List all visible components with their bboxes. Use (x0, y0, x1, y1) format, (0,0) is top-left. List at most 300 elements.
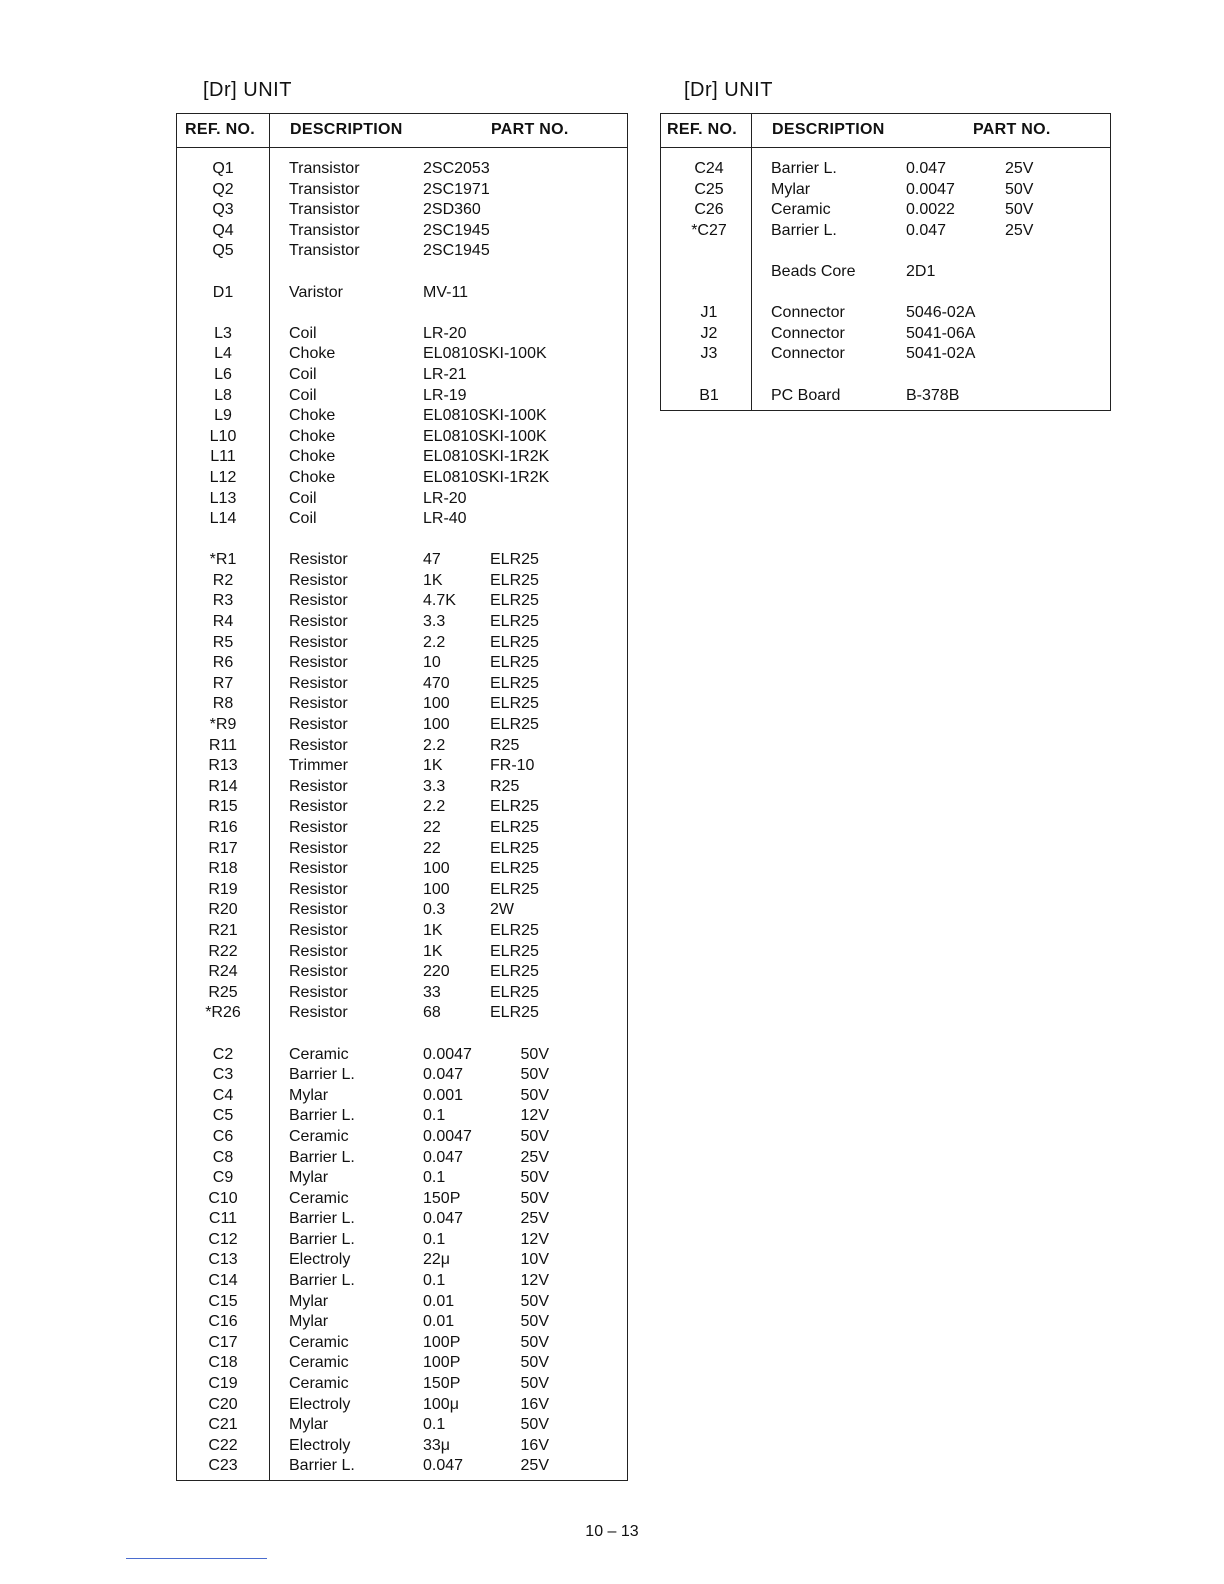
ref-no-cell: C18 (208, 1354, 238, 1372)
ref-no-cell: Q1 (212, 160, 234, 177)
value-cell: 33 (423, 983, 441, 1001)
ref-no-cell: L12 (209, 468, 237, 486)
table-row (177, 1312, 627, 1333)
ref-no-cell: C23 (208, 1457, 238, 1475)
value-cell: 2SD360 (423, 201, 481, 219)
value-cell: 0.047 (423, 1066, 464, 1084)
value-cell: 33μ (423, 1436, 451, 1454)
value-cell: 0.01 (423, 1292, 455, 1310)
description-cell: Ceramic (289, 1333, 349, 1351)
description-cell: Resistor (289, 983, 348, 1001)
value-cell: 3.3 (423, 777, 446, 795)
table-row (661, 344, 1110, 365)
rating-cell: 25V (520, 1210, 549, 1228)
rating-cell: 2W (490, 901, 514, 919)
ref-no-cell: B1 (699, 386, 719, 404)
rating-cell: ELR25 (490, 860, 539, 878)
ref-no-cell: R20 (208, 901, 238, 919)
rating-cell: 16V (520, 1395, 549, 1413)
description-cell: Transistor (289, 201, 360, 219)
description-cell: Barrier L. (289, 1107, 355, 1125)
description-cell: Ceramic (289, 1045, 349, 1063)
ref-no-cell: R19 (208, 880, 238, 898)
table-row (177, 715, 627, 736)
table-row (177, 612, 627, 633)
ref-no-cell: C6 (212, 1127, 234, 1145)
rating-cell: 50V (520, 1375, 549, 1393)
ref-no-cell: J2 (700, 324, 718, 342)
rating-cell: ELR25 (490, 551, 539, 569)
value-cell: MV-11 (423, 283, 469, 301)
ref-no-cell: Q3 (212, 201, 234, 219)
rating-cell: 50V (520, 1416, 549, 1434)
table-row (177, 962, 627, 983)
table-row (177, 180, 627, 201)
right-table-header (661, 114, 1110, 148)
table-row (177, 942, 627, 963)
ref-no-cell: R13 (208, 757, 238, 775)
rating-cell: 50V (520, 1066, 549, 1084)
description-cell: Resistor (289, 1004, 348, 1022)
table-row (177, 674, 627, 695)
ref-no-cell: C19 (208, 1375, 238, 1393)
ref-no-cell: L3 (214, 324, 232, 342)
ref-no-cell: C15 (208, 1292, 238, 1310)
rating-cell: 50V (520, 1169, 549, 1187)
description-cell: Resistor (289, 839, 348, 857)
part-no-header: PART NO. (491, 121, 569, 138)
value-cell: 2SC2053 (423, 160, 490, 177)
value-cell: 0.1 (423, 1272, 446, 1290)
value-cell: LR-40 (423, 510, 467, 528)
description-cell: Resistor (289, 674, 348, 692)
value-cell: 22μ (423, 1251, 451, 1269)
ref-no-cell: C4 (212, 1086, 234, 1104)
description-header: DESCRIPTION (772, 121, 885, 138)
rating-cell: 25V (1005, 221, 1034, 239)
description-cell: Resistor (289, 798, 348, 816)
table-row (177, 324, 627, 345)
description-cell: Varistor (289, 283, 343, 301)
description-cell: Connector (771, 304, 845, 322)
table-row (177, 1003, 627, 1024)
spacer-row (177, 303, 627, 324)
description-cell: Connector (771, 345, 845, 363)
ref-no-cell: R15 (208, 798, 238, 816)
table-row (177, 859, 627, 880)
rating-cell: ELR25 (490, 695, 539, 713)
description-cell: Coil (289, 365, 317, 383)
ref-no-cell: R17 (208, 839, 238, 857)
description-cell: Barrier L. (289, 1230, 355, 1248)
description-cell: Resistor (289, 695, 348, 713)
spacer-row (661, 283, 1110, 304)
table-row (177, 1374, 627, 1395)
ref-no-cell: D1 (212, 283, 234, 301)
value-cell: 0.047 (906, 160, 947, 177)
value-cell: 10 (423, 654, 441, 672)
rating-cell: 25V (520, 1457, 549, 1475)
value-cell: 150P (423, 1375, 461, 1393)
table-row (177, 1106, 627, 1127)
table-row (177, 1271, 627, 1292)
ref-no-cell: C24 (694, 160, 724, 177)
table-row (177, 1209, 627, 1230)
rating-cell: 50V (1005, 180, 1034, 198)
table-row (177, 880, 627, 901)
ref-no-cell: L8 (214, 386, 232, 404)
ref-no-cell: C5 (212, 1107, 234, 1125)
ref-no-cell: L13 (209, 489, 237, 507)
rating-cell: 25V (1005, 160, 1034, 177)
ref-no-cell: Q2 (212, 180, 234, 198)
description-cell: Resistor (289, 592, 348, 610)
ref-no-cell: R18 (208, 860, 238, 878)
table-row (177, 1189, 627, 1210)
ref-no-cell: *R1 (209, 551, 237, 569)
rating-cell: ELR25 (490, 1004, 539, 1022)
rating-cell: 50V (520, 1086, 549, 1104)
value-cell: 100 (423, 860, 450, 878)
description-cell: Coil (289, 510, 317, 528)
value-cell: 0.1 (423, 1107, 446, 1125)
table-row (177, 489, 627, 510)
table-row (177, 1353, 627, 1374)
table-row (177, 241, 627, 262)
table-row (177, 221, 627, 242)
table-row (177, 1086, 627, 1107)
rating-cell: ELR25 (490, 613, 539, 631)
description-cell: Coil (289, 489, 317, 507)
table-row (177, 633, 627, 654)
table-row (177, 839, 627, 860)
ref-no-cell: C9 (212, 1169, 234, 1187)
ref-no-cell: Q4 (212, 221, 234, 239)
table-row (661, 386, 1110, 407)
value-cell: 1K (423, 571, 443, 589)
ref-no-cell: R6 (212, 654, 234, 672)
value-cell: 100 (423, 716, 450, 734)
description-cell: Resistor (289, 963, 348, 981)
value-cell: 22 (423, 839, 441, 857)
table-row (177, 1415, 627, 1436)
page-number: 10 – 13 (585, 1523, 639, 1540)
ref-no-cell: *R26 (205, 1004, 241, 1022)
value-cell: 0.0022 (906, 201, 955, 219)
description-cell: Barrier L. (289, 1210, 355, 1228)
ref-no-cell: C14 (208, 1272, 238, 1290)
description-cell: Mylar (289, 1169, 329, 1187)
description-cell: Choke (289, 448, 336, 466)
value-cell: 220 (423, 963, 450, 981)
ref-no-cell: L6 (214, 365, 232, 383)
table-row (177, 427, 627, 448)
ref-no-cell: R21 (208, 921, 238, 939)
left-parts-table (176, 113, 628, 1481)
value-cell: 0.047 (423, 1457, 464, 1475)
ref-no-cell: Q5 (212, 242, 234, 260)
right-table-body (661, 159, 1110, 406)
table-row (177, 1456, 627, 1477)
value-cell: 100μ (423, 1395, 459, 1413)
value-cell: 0.0047 (423, 1045, 472, 1063)
ref-no-cell: R5 (212, 633, 234, 651)
rating-cell: 10V (520, 1251, 549, 1269)
table-row (661, 303, 1110, 324)
value-cell: 0.1 (423, 1416, 446, 1434)
value-cell: 2SC1945 (423, 221, 490, 239)
spacer-row (177, 262, 627, 283)
rating-cell: 12V (520, 1230, 549, 1248)
ref-no-cell: C20 (208, 1395, 238, 1413)
value-cell: LR-20 (423, 324, 467, 342)
table-row (177, 983, 627, 1004)
description-cell: Resistor (289, 633, 348, 651)
table-row (177, 468, 627, 489)
value-cell: 0.047 (423, 1148, 464, 1166)
table-row (177, 777, 627, 798)
table-row (177, 1127, 627, 1148)
right-unit-title: [Dr] UNIT (684, 79, 773, 101)
table-row (177, 1292, 627, 1313)
left-unit-title: [Dr] UNIT (203, 79, 292, 101)
value-cell: 5041-02A (906, 345, 976, 363)
ref-no-cell: C10 (208, 1189, 238, 1207)
description-cell: Resistor (289, 654, 348, 672)
rating-cell: ELR25 (490, 592, 539, 610)
rating-cell: R25 (490, 736, 520, 754)
ref-no-cell: R2 (212, 571, 234, 589)
rating-cell: 50V (520, 1045, 549, 1063)
value-cell: 0.3 (423, 901, 446, 919)
description-cell: Choke (289, 427, 336, 445)
table-row (177, 1436, 627, 1457)
value-cell: 2.2 (423, 736, 446, 754)
ref-no-cell: C25 (694, 180, 724, 198)
rating-cell: ELR25 (490, 798, 539, 816)
value-cell: 2SC1971 (423, 180, 490, 198)
ref-no-cell: J1 (700, 304, 718, 322)
description-cell: Choke (289, 345, 336, 363)
description-cell: Ceramic (289, 1189, 349, 1207)
description-cell: Transistor (289, 180, 360, 198)
value-cell: 68 (423, 1004, 441, 1022)
description-cell: Resistor (289, 551, 348, 569)
description-cell: PC Board (771, 386, 841, 404)
value-cell: 0.1 (423, 1169, 446, 1187)
rating-cell: ELR25 (490, 674, 539, 692)
value-cell: 1K (423, 921, 443, 939)
table-row (661, 159, 1110, 180)
ref-no-header: REF. NO. (185, 121, 255, 138)
description-cell: Resistor (289, 880, 348, 898)
ref-no-header: REF. NO. (667, 121, 737, 138)
value-cell: 22 (423, 819, 441, 836)
right-parts-table (660, 113, 1111, 411)
ref-no-cell: R4 (212, 613, 234, 631)
description-cell: Beads Core (771, 262, 856, 280)
rating-cell: 25V (520, 1148, 549, 1166)
value-cell: 5041-06A (906, 324, 976, 342)
ref-no-cell: C11 (208, 1210, 238, 1228)
value-cell: 100P (423, 1333, 461, 1351)
value-cell: EL0810SKI-1R2K (423, 468, 550, 486)
value-cell: LR-20 (423, 489, 467, 507)
description-cell: Resistor (289, 736, 348, 754)
rating-cell: ELR25 (490, 942, 539, 960)
spacer-row (177, 1024, 627, 1045)
rating-cell: FR-10 (490, 757, 535, 775)
ref-no-cell: C16 (208, 1313, 238, 1331)
table-row (177, 406, 627, 427)
value-cell: 0.01 (423, 1313, 455, 1331)
value-cell: 47 (423, 551, 441, 569)
rating-cell: 12V (520, 1272, 549, 1290)
table-row (177, 694, 627, 715)
ref-no-cell: L10 (209, 427, 237, 445)
ref-no-cell: J3 (700, 345, 718, 363)
table-row (177, 921, 627, 942)
description-cell: Barrier L. (289, 1148, 355, 1166)
value-cell: 1K (423, 942, 443, 960)
table-row (661, 262, 1110, 283)
left-table-header (177, 114, 627, 148)
description-cell: Mylar (289, 1416, 329, 1434)
description-cell: Ceramic (771, 201, 831, 219)
table-row (661, 200, 1110, 221)
value-cell: 100 (423, 880, 450, 898)
ref-no-cell: L11 (210, 448, 236, 466)
ref-no-cell: C21 (208, 1416, 238, 1434)
description-cell: Electroly (289, 1436, 351, 1454)
value-cell: 3.3 (423, 613, 446, 631)
description-cell: Ceramic (289, 1375, 349, 1393)
description-cell: Mylar (771, 180, 811, 198)
description-cell: Resistor (289, 613, 348, 631)
spacer-row (661, 241, 1110, 262)
description-cell: Transistor (289, 221, 360, 239)
table-row (177, 1065, 627, 1086)
description-cell: Barrier L. (289, 1457, 355, 1475)
description-cell: Choke (289, 468, 336, 486)
table-row (661, 324, 1110, 345)
description-cell: Resistor (289, 921, 348, 939)
ref-no-cell: R8 (212, 695, 234, 713)
description-cell: Barrier L. (771, 221, 837, 239)
value-cell: 2.2 (423, 798, 446, 816)
table-row (177, 365, 627, 386)
table-row (177, 797, 627, 818)
left-table-body (177, 159, 627, 1477)
table-row (177, 1250, 627, 1271)
table-row (177, 1395, 627, 1416)
value-cell: EL0810SKI-100K (423, 427, 547, 445)
rating-cell: ELR25 (490, 571, 539, 589)
description-cell: Mylar (289, 1313, 329, 1331)
spacer-row (661, 365, 1110, 386)
ref-no-cell: C13 (208, 1251, 238, 1269)
description-cell: Mylar (289, 1086, 329, 1104)
description-cell: Trimmer (289, 757, 348, 775)
value-cell: B-378B (906, 386, 960, 404)
value-cell: EL0810SKI-100K (423, 345, 547, 363)
ref-no-cell: *R9 (209, 716, 237, 734)
rating-cell: ELR25 (490, 819, 539, 836)
value-cell: 2.2 (423, 633, 446, 651)
table-row (177, 1230, 627, 1251)
ref-no-cell: C3 (212, 1066, 234, 1084)
rating-cell: 50V (520, 1189, 549, 1207)
table-row (177, 591, 627, 612)
table-row (177, 283, 627, 304)
table-row (177, 386, 627, 407)
spacer-row (177, 530, 627, 551)
description-cell: Coil (289, 386, 317, 404)
rating-cell: ELR25 (490, 921, 539, 939)
table-row (177, 509, 627, 530)
ref-no-cell: C12 (208, 1230, 238, 1248)
table-row (177, 1168, 627, 1189)
table-row (177, 200, 627, 221)
decorative-rule (126, 1558, 267, 1559)
description-cell: Resistor (289, 819, 348, 836)
ref-no-cell: L4 (214, 345, 232, 363)
description-cell: Connector (771, 324, 845, 342)
table-row (177, 1045, 627, 1066)
rating-cell: 12V (520, 1107, 549, 1125)
value-cell: 470 (423, 674, 450, 692)
ref-no-cell: *C27 (691, 221, 727, 239)
rating-cell: R25 (490, 777, 520, 795)
value-cell: EL0810SKI-100K (423, 407, 547, 425)
description-cell: Resistor (289, 860, 348, 878)
description-cell: Transistor (289, 242, 360, 260)
description-cell: Ceramic (289, 1354, 349, 1372)
description-cell: Barrier L. (771, 160, 837, 177)
rating-cell: 50V (520, 1333, 549, 1351)
description-cell: Resistor (289, 901, 348, 919)
table-row (177, 1333, 627, 1354)
ref-no-cell: C2 (212, 1045, 234, 1063)
ref-no-cell: C17 (208, 1333, 238, 1351)
value-cell: LR-19 (423, 386, 467, 404)
description-cell: Ceramic (289, 1127, 349, 1145)
value-cell: 0.0047 (423, 1127, 472, 1145)
rating-cell: ELR25 (490, 716, 539, 734)
description-cell: Resistor (289, 571, 348, 589)
table-row (661, 221, 1110, 242)
ref-no-cell: R14 (208, 777, 238, 795)
value-cell: 2D1 (906, 262, 936, 280)
table-row (177, 900, 627, 921)
description-cell: Electroly (289, 1251, 351, 1269)
description-header: DESCRIPTION (290, 121, 403, 138)
value-cell: 0.0047 (906, 180, 955, 198)
description-cell: Mylar (289, 1292, 329, 1310)
rating-cell: 50V (520, 1127, 549, 1145)
ref-no-cell: R16 (208, 819, 238, 836)
ref-no-cell: R11 (208, 736, 238, 754)
description-cell: Barrier L. (289, 1272, 355, 1290)
table-row (177, 736, 627, 757)
rating-cell: ELR25 (490, 880, 539, 898)
table-row (177, 756, 627, 777)
value-cell: 4.7K (423, 592, 456, 610)
description-cell: Transistor (289, 160, 360, 177)
description-cell: Electroly (289, 1395, 351, 1413)
table-row (177, 571, 627, 592)
table-row (177, 653, 627, 674)
